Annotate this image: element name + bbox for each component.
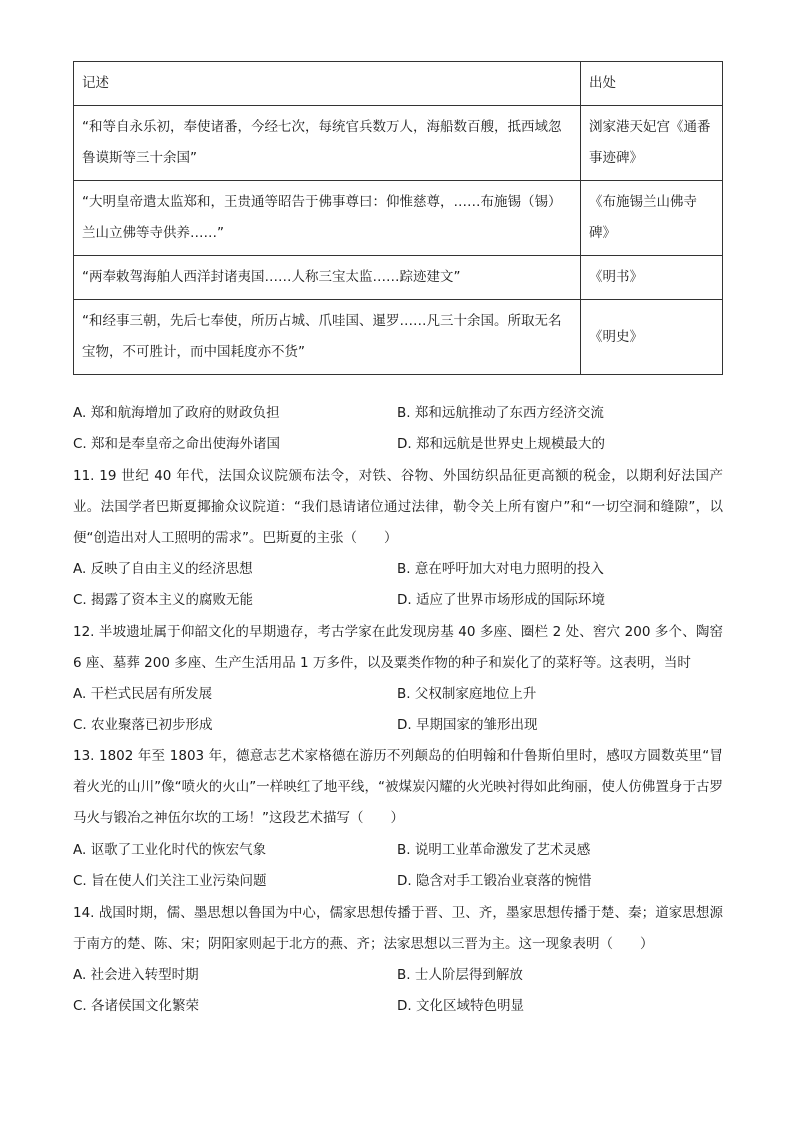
table-cell-record: “两奉敕驾海舶人西洋封诸夷国……人称三宝太监……踪迹建文” [74,256,581,300]
historical-records-table [73,61,723,375]
table-header-source: 出处 [581,62,723,106]
table-cell-source: 《明史》 [581,300,723,375]
q12-options-row-2 [73,710,723,741]
option-d[interactable]: D. 郑和远航是世界史上规模最大的 [397,436,605,452]
q11-options-row-1 [73,554,723,585]
table-cell-source: 《明书》 [581,256,723,300]
table-cell-record: “和等自永乐初，奉使诸番，今经七次，每统官兵数万人，海船数百艘，抵西域忽鲁谟斯等三十余国” [74,106,581,181]
q14-options-row-2 [73,991,723,1022]
question-11-stem: 11. 19 世纪 40 年代，法国众议院颁布法令，对铁、谷物、外国纺织品征更高额的税金，以期利好法国产业。法国学者巴斯夏揶揄众议院道：“我们恳请诸位通过法律，勒令关上所有窗户”和“一切空洞和缝隙”，以便“创造出对人工照明的需求”。巴斯夏的主张（ ） [73,468,723,546]
question-13-stem: 13. 1802 年至 1803 年，德意志艺术家格德在游历不列颠岛的伯明翰和什鲁斯伯里时，感叹方圆数英里“冒着火光的山川”像“喷火的火山”一样映红了地平线，“被煤炭闪耀的火光映衬得如此绚丽，使人仿佛置身于古罗马火与锻冶之神伍尔坎的工场！”这段艺术描写（ ） [73,748,723,826]
option-a[interactable]: A. 社会进入转型时期 [73,967,199,983]
option-b[interactable]: B. 意在呼吁加大对电力照明的投入 [397,561,604,577]
q13-options-row-2 [73,866,723,897]
option-a[interactable]: A. 郑和航海增加了政府的财政负担 [73,405,280,421]
option-d[interactable]: D. 隐含对手工锻冶业衰落的惋惜 [397,873,592,889]
table-cell-source: 《布施锡兰山佛寺碑》 [581,181,723,256]
option-b[interactable]: B. 父权制家庭地位上升 [397,686,537,702]
option-b[interactable]: B. 士人阶层得到解放 [397,967,523,983]
table-header-row [74,62,723,106]
option-a[interactable]: A. 讴歌了工业化时代的恢宏气象 [73,842,267,858]
option-d[interactable]: D. 早期国家的雏形出现 [397,717,538,733]
option-d[interactable]: D. 适应了世界市场形成的国际环境 [397,592,605,608]
option-c[interactable]: C. 旨在使人们关注工业污染问题 [73,873,267,889]
option-c[interactable]: C. 各诸侯国文化繁荣 [73,998,200,1014]
option-c[interactable]: C. 农业聚落已初步形成 [73,717,213,733]
q10-options-row-1 [73,398,723,429]
table-row [74,300,723,375]
table-cell-source: 浏家港天妃宫《通番事迹碑》 [581,106,723,181]
table-cell-record: “和经事三朝，先后七奉使，所历占城、爪哇国、暹罗……凡三十余国。所取无名宝物，不可胜计，而中国耗度亦不货” [74,300,581,375]
option-b[interactable]: B. 郑和远航推动了东西方经济交流 [397,405,604,421]
option-d[interactable]: D. 文化区域特色明显 [397,998,524,1014]
table-header-record: 记述 [74,62,581,106]
q13-options-row-1 [73,835,723,866]
table-row [74,106,723,181]
option-a[interactable]: A. 干栏式民居有所发展 [73,686,213,702]
option-c[interactable]: C. 郑和是奉皇帝之命出使海外诸国 [73,436,281,452]
option-c[interactable]: C. 揭露了资本主义的腐败无能 [73,592,254,608]
q11-options-row-2 [73,585,723,616]
q10-options-row-2 [73,429,723,460]
question-12-stem: 12. 半坡遗址属于仰韶文化的早期遗存，考古学家在此发现房基 40 多座、圈栏 2 处、窖穴 200 多个、陶窑 6 座、墓葬 200 多座、生产生活用品 1 万多件，以及粟类作物的种子和炭化了的菜籽等。这表明，当时 [73,624,723,671]
option-a[interactable]: A. 反映了自由主义的经济思想 [73,561,253,577]
table-row [74,181,723,256]
table-cell-record: “大明皇帝遣太监郑和，王贵通等昭告于佛事尊曰：仰惟慈尊，……布施锡（锡）兰山立佛等寺供养……” [74,181,581,256]
q12-options-row-1 [73,679,723,710]
question-14-stem: 14. 战国时期，儒、墨思想以鲁国为中心，儒家思想传播于晋、卫、齐，墨家思想传播于楚、秦；道家思想源于南方的楚、陈、宋；阴阳家则起于北方的燕、齐；法家思想以三晋为主。这一现象表明（ ） [73,905,723,952]
table-row [74,256,723,300]
q14-options-row-1 [73,960,723,991]
option-b[interactable]: B. 说明工业革命激发了艺术灵感 [397,842,591,858]
